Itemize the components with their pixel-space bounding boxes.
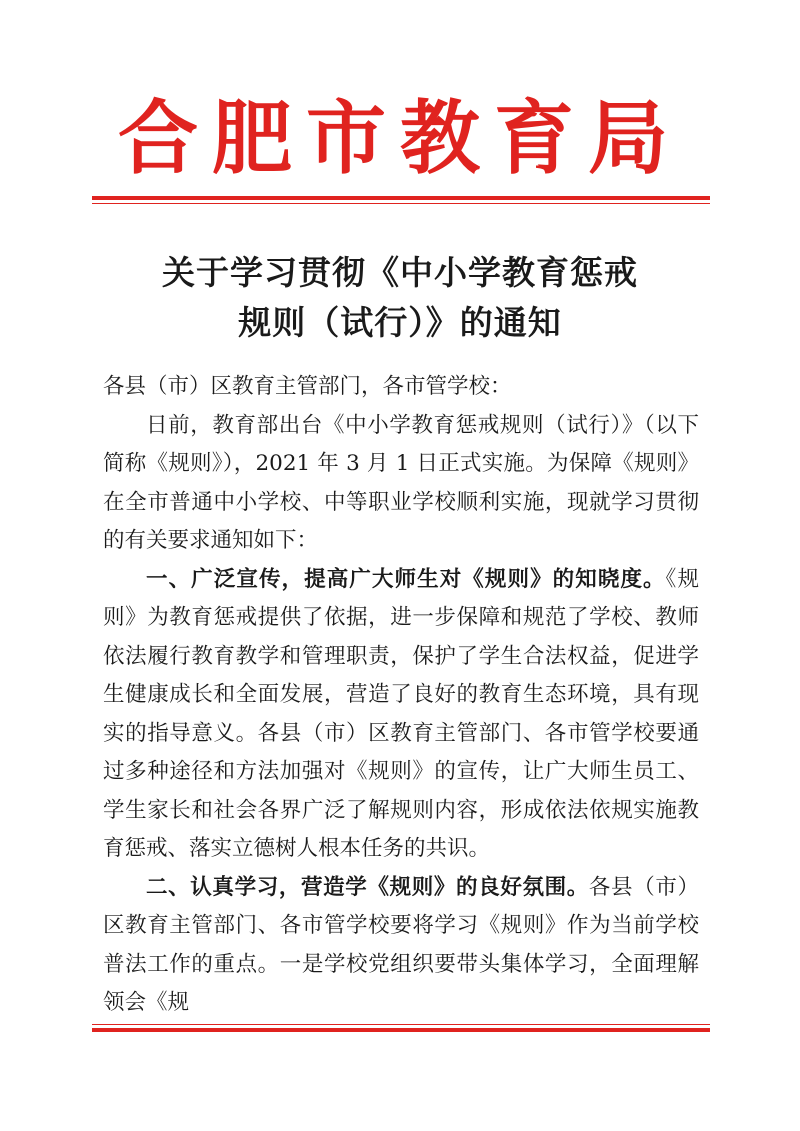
title-line-1: 关于学习贯彻《中小学教育惩戒 bbox=[162, 253, 638, 292]
intro-paragraph: 日前，教育部出台《中小学教育惩戒规则（试行）》（以下简称《规则》），2021 年 3 月 1 日正式实施。为保障《规则》在全市普通中小学校、中等职业学校顺利实施，现就学习贯彻的有关要求通知如下： bbox=[103, 412, 699, 553]
section-1-body: 《规则》为教育惩戒提供了依据，进一步保障和规范了学校、教师依法履行教育教学和管理职责，保护了学生合法权益，促进学生健康成长和全面发展，营造了良好的教育生态环境，具有现实的指导意义。各县（市）区教育主管部门、各市管学校要通过多种途径和方法加强对《规则》的宣传，让广大师生员工、学生家长和社会各界广泛了解规则内容，形成依法依规实施教育惩戒、落实立德树人根本任务的共识。 bbox=[103, 566, 699, 861]
section-1-paragraph bbox=[103, 561, 699, 869]
section-2-paragraph bbox=[103, 869, 699, 1023]
issuing-authority-header: 合肥市教育局 bbox=[118, 92, 682, 185]
title-line-2: 规则（试行）》的通知 bbox=[238, 303, 562, 342]
section-2-heading: 二、认真学习，营造学《规则》的良好氛围。 bbox=[146, 874, 589, 900]
document-body bbox=[103, 368, 699, 1023]
salutation: 各县（市）区教育主管部门，各市管学校： bbox=[103, 374, 512, 399]
footer-divider bbox=[92, 1024, 710, 1032]
section-1-heading: 一、广泛宣传，提高广大师生对《规则》的知晓度。 bbox=[146, 566, 666, 592]
document-title bbox=[0, 248, 800, 348]
header-divider bbox=[92, 196, 710, 204]
section-2-body: 各县（市）区教育主管部门、各市管学校要将学习《规则》作为当前学校普法工作的重点。一是学校党组织要带头集体学习，全面理解领会《规 bbox=[103, 874, 699, 1015]
